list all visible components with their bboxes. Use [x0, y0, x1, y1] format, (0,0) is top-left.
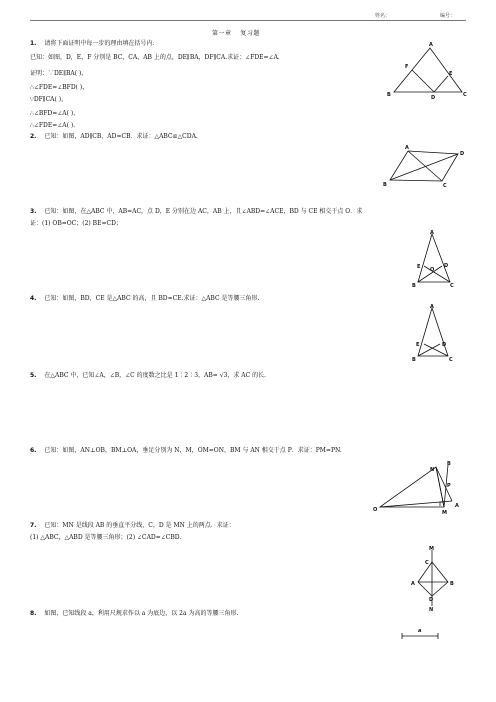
fig3-label-d: D: [444, 263, 449, 269]
page-title: 第一章 复习题: [212, 30, 260, 37]
fig6-label-p: P: [447, 483, 451, 489]
problem-7-line-1: 已知：MN 是线段 AB 的垂直平分线，C，D 是 MN 上的两点．求证：: [44, 522, 235, 529]
fig4-label-a: A: [430, 304, 434, 310]
problem-6: [30, 447, 342, 455]
fig7-label-m: M: [429, 546, 434, 552]
problem-8-text: 如图，已知线段 a，利用尺规求作以 a 为底边、以 2a 为高的等腰三角形.: [44, 610, 239, 617]
fig1-label-a: A: [429, 42, 433, 48]
fig3-label-e: E: [417, 264, 421, 270]
header-divider: [30, 20, 466, 21]
problem-7: [30, 522, 235, 530]
problem-1-given: 已知：如图，D，E，F 分别是 BC，CA，AB 上的点，DE∥BA，DF∥CA.求证：∠FDE=∠A.: [30, 54, 280, 61]
problem-2-text: 已知：如图，AD∥CB，AD=CB．求证：△ABC≌△CDA.: [44, 133, 198, 140]
problem-2: [30, 133, 198, 141]
figure-6-triangles: [370, 455, 470, 517]
fig2-label-a: A: [405, 145, 409, 151]
fig1-label-f: F: [405, 64, 409, 70]
problem-1-step-1: 证明：∵DE∥BA( )，: [30, 70, 88, 77]
problem-1: [30, 40, 154, 48]
problem-8-number: 8.: [30, 610, 37, 617]
fig1-label-b: B: [387, 92, 391, 98]
fig4-label-d: D: [442, 342, 447, 348]
fig4-label-e: E: [416, 342, 420, 348]
fig1-label-c: C: [463, 92, 467, 98]
problem-4: [30, 295, 259, 303]
problem-2-number: 2.: [30, 133, 37, 140]
figure-4-triangle: [410, 304, 460, 364]
problem-6-number: 6.: [30, 447, 37, 454]
problem-4-text: 已知：如图，BD，CE 是△ABC 的高，且 BD=CE.求证：△ABC 是等腰三角形.: [44, 295, 260, 302]
problem-8: [30, 610, 238, 618]
problem-3-number: 3.: [30, 208, 37, 215]
fig7-label-a: A: [411, 581, 415, 587]
fig1-label-e: E: [449, 71, 453, 77]
name-label: 姓名：: [375, 13, 391, 19]
problem-4-number: 4.: [30, 295, 37, 302]
problem-1-step-5: ∴∠FDE=∠A( ).: [30, 122, 76, 129]
fig7-label-b: B: [450, 581, 454, 587]
problem-5-number: 5.: [30, 372, 37, 379]
problem-1-number: 1.: [30, 40, 37, 47]
figure-7-perpendicular-bisector: [410, 544, 460, 612]
problem-3-line-2: 证：(1) OB=OC；(2) BE=CD；: [30, 220, 122, 227]
fig8-label-a: a: [418, 628, 422, 634]
problem-7-number: 7.: [30, 522, 37, 529]
problem-3-line-1: 已知：如图，在△ABC 中，AB=AC，点 D，E 分别在边 AC，AB 上，且∠ABD=∠ACE，BD 与 CE 相交于点 O．求: [44, 208, 363, 215]
problem-6-text: 已知：如图，AN⊥OB，BM⊥OA，垂足分别为 N，M，OM=ON，BM 与 AN 相交于点 P．求证：PM=PN.: [44, 447, 342, 454]
figure-1-triangle: [382, 40, 472, 100]
problem-1-step-3: ∵DF∥CA( )，: [30, 96, 68, 103]
number-label: 编号：: [440, 13, 456, 19]
problem-5: [30, 372, 266, 380]
fig7-label-c: C: [425, 560, 429, 566]
fig3-label-b: B: [412, 283, 416, 289]
fig6-label-o: O: [373, 507, 378, 513]
fig7-label-d: D: [429, 597, 434, 603]
fig3-label-c: C: [450, 283, 454, 289]
fig3-label-a: A: [430, 230, 434, 236]
fig4-label-c: C: [449, 357, 453, 363]
figure-2-parallelogram: [382, 142, 472, 192]
fig7-label-n: N: [429, 607, 434, 612]
problem-1-stem: 请将下面证明中每一步的理由填在括号内.: [44, 40, 155, 47]
problem-7-line-2: (1) △ABC，△ABD 是等腰三角形；(2) ∠CAD=∠CBD.: [30, 534, 182, 541]
fig6-label-m: M: [442, 510, 447, 516]
fig1-label-d: D: [431, 95, 436, 100]
problem-5-text: 在△ABC 中，已知∠A，∠B，∠C 的度数之比是 1∶2∶3，AB= √3，求 AC 的长.: [44, 372, 267, 379]
problem-1-step-2: ∴∠FDE=∠BFD( )，: [30, 84, 89, 91]
fig2-label-d: D: [460, 151, 465, 157]
fig2-label-b: B: [383, 182, 387, 188]
figure-8-segment-a: [396, 626, 446, 640]
fig6-label-n: N: [430, 467, 435, 473]
fig3-label-o: O: [430, 267, 435, 273]
fig4-label-b: B: [412, 357, 416, 363]
figure-3-triangle: [412, 230, 462, 290]
fig6-label-a: A: [455, 503, 459, 509]
problem-3: [30, 208, 362, 216]
fig6-label-b: B: [447, 461, 451, 467]
problem-1-step-4: ∴∠BFD=∠A( )，: [30, 110, 80, 117]
fig2-label-c: C: [443, 183, 447, 189]
